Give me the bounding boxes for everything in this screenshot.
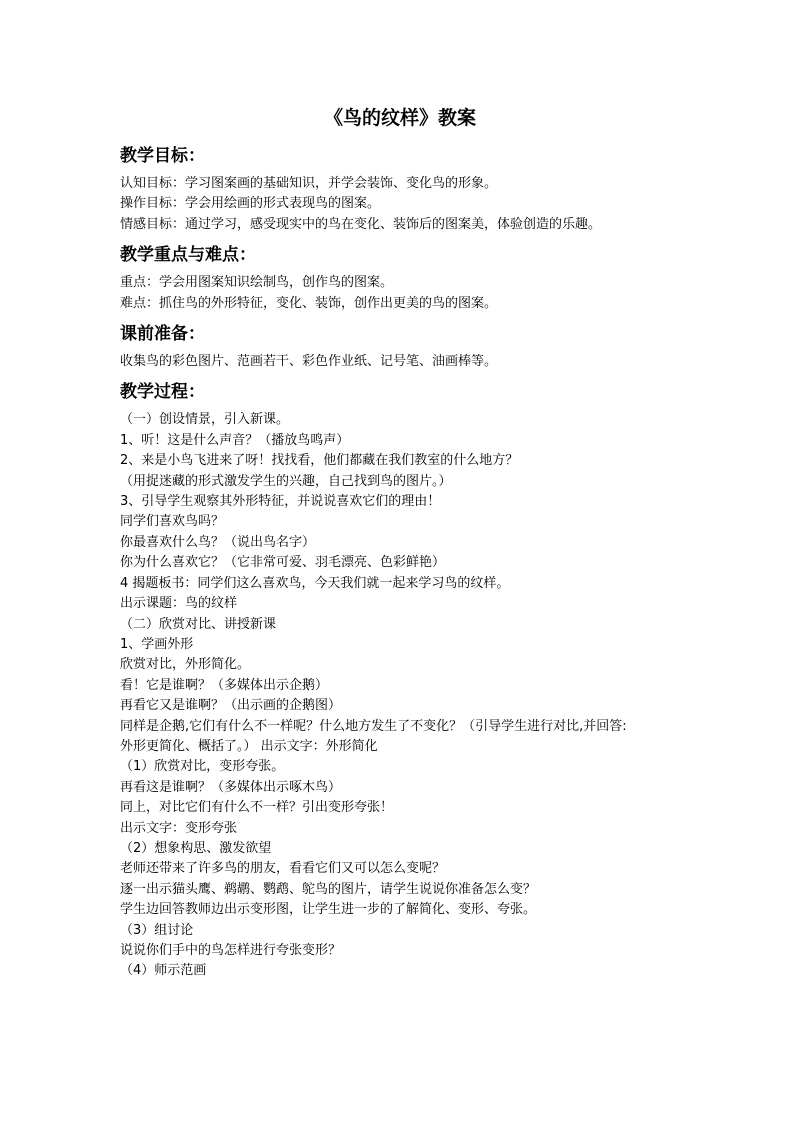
paragraph-line: （2）想象构思、激发欲望	[120, 840, 272, 856]
document-page	[120, 100, 680, 982]
section-heading-preparation: 课前准备：	[120, 324, 205, 345]
paragraph-line: 操作目标：学会用绘画的形式表现鸟的图案。	[120, 196, 381, 212]
paragraph-line: 同样是企鹅,它们有什么不一样呢？什么地方发生了不变化？（引导学生进行对比,并回答:	[120, 718, 627, 734]
paragraph-line: 你最喜欢什么鸟？（说出鸟名字）	[120, 534, 316, 550]
section-heading-key-points: 教学重点与难点：	[120, 245, 256, 266]
paragraph-line: 再看它又是谁啊？（出示画的企鹅图）	[120, 698, 342, 714]
section-heading-process: 教学过程：	[120, 382, 205, 403]
paragraph-line: 出示文字：变形夸张	[120, 820, 238, 836]
paragraph-line: （二）欣赏对比、讲授新课	[120, 616, 277, 632]
paragraph-line: （1）欣赏对比，变形夸张。	[120, 759, 285, 775]
paragraph-line: 说说你们手中的鸟怎样进行夸张变形？	[120, 943, 342, 958]
paragraph-line: 逐一出示猫头鹰、鹈鹕、鹦鹉、鸵鸟的图片，请学生说说你准备怎么变？	[120, 881, 537, 897]
paragraph-line: （3）组讨论	[120, 922, 194, 938]
paragraph-line: 再看这是谁啊？（多媒体出示啄木鸟）	[120, 779, 342, 795]
paragraph-line: 同学们喜欢鸟吗？	[120, 514, 225, 530]
paragraph-line: （4）师示范画	[120, 963, 207, 979]
paragraph-line: 出示课题：鸟的纹样	[120, 596, 238, 612]
paragraph-line: 学生边回答教师边出示变形图，让学生进一步的了解简化、变形、夸张。	[120, 902, 537, 918]
paragraph-line: 看！它是谁啊？（多媒体出示企鹅）	[120, 677, 329, 693]
paragraph-line: 你为什么喜欢它？（它非常可爱、羽毛漂亮、色彩鲜艳）	[120, 555, 446, 571]
paragraph-line: 2、来是小鸟飞进来了呀！找找看，他们都藏在我们教室的什么地方？	[120, 453, 519, 469]
paragraph-line: 4 揭题板书：同学们这么喜欢鸟，今天我们就一起来学习鸟的纹样。	[120, 575, 510, 591]
paragraph-line: 同上，对比它们有什么不一样？引出变形夸张！	[120, 800, 394, 816]
document-title: 《鸟的纹样》教案	[323, 107, 476, 129]
paragraph-line: 外形更简化、概括了。） 出示文字：外形简化	[120, 738, 378, 754]
paragraph-line: 1、学画外形	[120, 636, 194, 652]
paragraph-line: （一）创设情景，引入新课。	[120, 412, 290, 428]
paragraph-line: 认知目标：学习图案画的基础知识，并学会装饰、变化鸟的形象。	[120, 176, 498, 191]
paragraph-line: 老师还带来了许多鸟的朋友，看看它们又可以怎么变呢？	[120, 861, 446, 877]
paragraph-line: 难点：抓住鸟的外形特征，变化、装饰，创作出更美的鸟的图案。	[120, 295, 498, 311]
paragraph-line: 1、听！这是什么声音？（播放鸟鸣声）	[120, 432, 350, 448]
paragraph-line: 收集鸟的彩色图片、范画若干、彩色作业纸、记号笔、油画棒等。	[120, 354, 498, 370]
paragraph-line: （用捉迷藏的形式激发学生的兴趣，自己找到鸟的图片。）	[120, 473, 452, 489]
paragraph-line: 重点：学会用图案知识绘制鸟，创作鸟的图案。	[120, 275, 394, 291]
section-heading-objectives: 教学目标：	[120, 146, 205, 166]
paragraph-line: 欣赏对比，外形简化。	[120, 657, 251, 673]
paragraph-line: 3、引导学生观察其外形特征，并说说喜欢它们的理由！	[120, 494, 441, 510]
paragraph-line: 情感目标：通过学习，感受现实中的鸟在变化、装饰后的图案美，体验创造的乐趣。	[120, 216, 602, 232]
